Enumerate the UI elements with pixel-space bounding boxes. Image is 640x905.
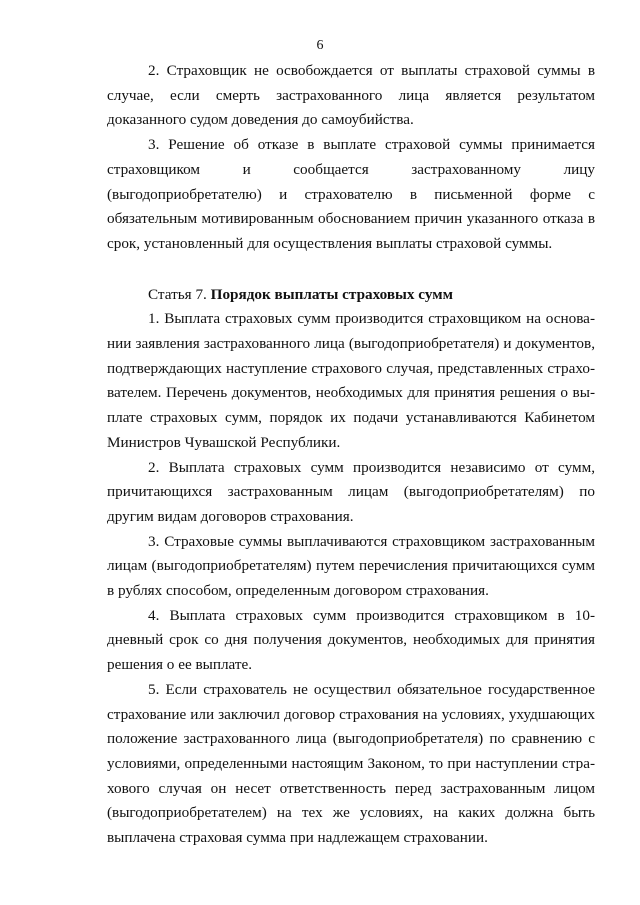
page-number: 6 [316, 38, 324, 53]
paragraph-exemption: 2. Страховщик не освобождается от выплаты страховой суммы в случае, если смерть застрахованного лица является результатом доказанного судом доведения до самоубийства. [107, 62, 595, 129]
paragraph-article-item-3: 3. Страховые суммы выплачиваются страховщиком застрахованным лицам (выгодоприобретателям) путем перечисления причитающихся сумм в рублях способом, определенным договором страхования. [107, 532, 595, 600]
paragraph-article-item-5: 5. Если страхователь не осуществил обязательное государственное страхование или заключил договор страхования на условиях, ухудшающих положение застрахованного лица (выгодоприобретателя) по сравнению с условиями, определенными настоящим Законом, то при наступлении страхового случая он несет ответственность перед застрахованным лицом (выгодоприобретателем) на тех же условиях, на каких должна быть выплачена страховая сумма при надлежащем страховании. [107, 680, 595, 847]
paragraph-article-item-2: 2. Выплата страховых сумм производится независимо от сумм, причитающихся застрахованным лицам (выгодоприобретателям) по другим видам договоров страхования. [107, 458, 595, 525]
paragraph-article-item-4: 4. Выплата страховых сумм производится страховщиком в 10-дневный срок со дня получения документов, необходимых для принятия решения о ее выплате. [107, 606, 595, 674]
article-number: Статья 7. [148, 285, 211, 303]
paragraph-refusal-decision: 3. Решение об отказе в выплате страховой суммы принимается страховщиком и сообщается застрахованному лицу (выгодоприобретателю) и страхователю в письменной форме с обязательным мотивированным обоснованием причин указанного отказа в срок, установленный для осуществления выплаты страховой суммы. [107, 136, 595, 252]
article-heading [107, 283, 595, 308]
article-title: Порядок выплаты страховых сумм [210, 285, 453, 303]
paragraph-article-item-1: 1. Выплата страховых сумм производится страховщиком на основании заявления застрахованного лица (выгодоприобретателя) и документов, подтверждающих наступление страхового случая, представленных страхователем. Перечень документов, необходимых для принятия решения о выплате страховых сумм, порядок их подачи устанавливаются Кабинетом Министров Чувашской Республики. [107, 310, 595, 451]
document-body [107, 58, 595, 851]
